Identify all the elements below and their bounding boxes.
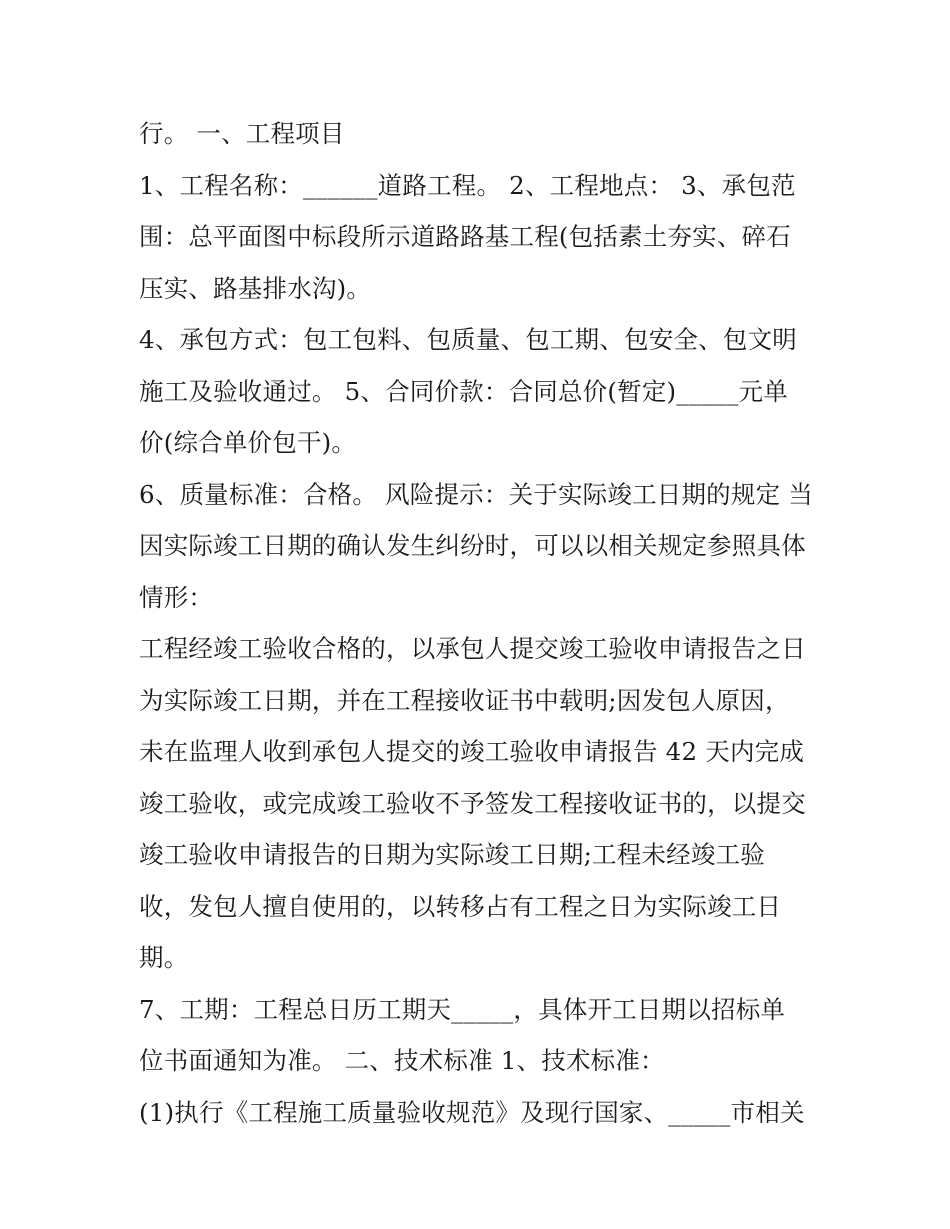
text-line: 压实、路基排水沟)。 [139,273,372,303]
text-line: 工程经竣工验收合格的，以承包人提交竣工验收申请报告之日 [139,634,806,663]
text-line: 竣工验收，或完成竣工验收不予签发工程接收证书的，以提交 [139,788,806,818]
text-line: 未在监理人收到承包人提交的竣工验收申请报告 42 天内完成 [139,737,805,766]
text-line: (1)执行《工程施工质量验收规范》及现行国家、_____市相关 [139,1097,805,1127]
text-line: 情形： [139,582,214,612]
text-line: 为实际竣工日期，并在工程接收证书中载明;因发包人原因， [139,685,790,715]
text-line: 因实际竣工日期的确认发生纠纷时，可以以相关规定参照具体 [139,531,806,560]
text-line: 期。 [139,943,189,972]
text-line: 竣工验收申请报告的日期为实际竣工日期;工程未经竣工验 [139,840,765,869]
text-line: 行。 一、工程项目 [139,119,345,148]
text-line: 价(综合单价包干)。 [139,428,357,457]
text-line: 围：总平面图中标段所示道路路基工程(包括素土夯实、碎石 [139,222,791,251]
text-line: 位书面通知为准。 二、技术标准 1、技术标准： [139,1046,665,1075]
text-line: 施工及验收通过。 5、合同价款：合同总价(暂定)_____元单 [139,376,788,406]
text-line: 6、质量标准：合格。 风险提示：关于实际竣工日期的规定 当 [139,479,813,509]
text-line: 4、承包方式：包工包料、包质量、包工期、包安全、包文明 [139,325,797,354]
text-line: 7、工期：工程总日历工期天_____，具体开工日期以招标单 [139,994,786,1024]
text-line: 1、工程名称：______道路工程。 2、工程地点： 3、承包范 [139,170,796,200]
document-body [139,108,819,1138]
text-line: 收，发包人擅自使用的，以转移占有工程之日为实际竣工日 [139,891,782,921]
